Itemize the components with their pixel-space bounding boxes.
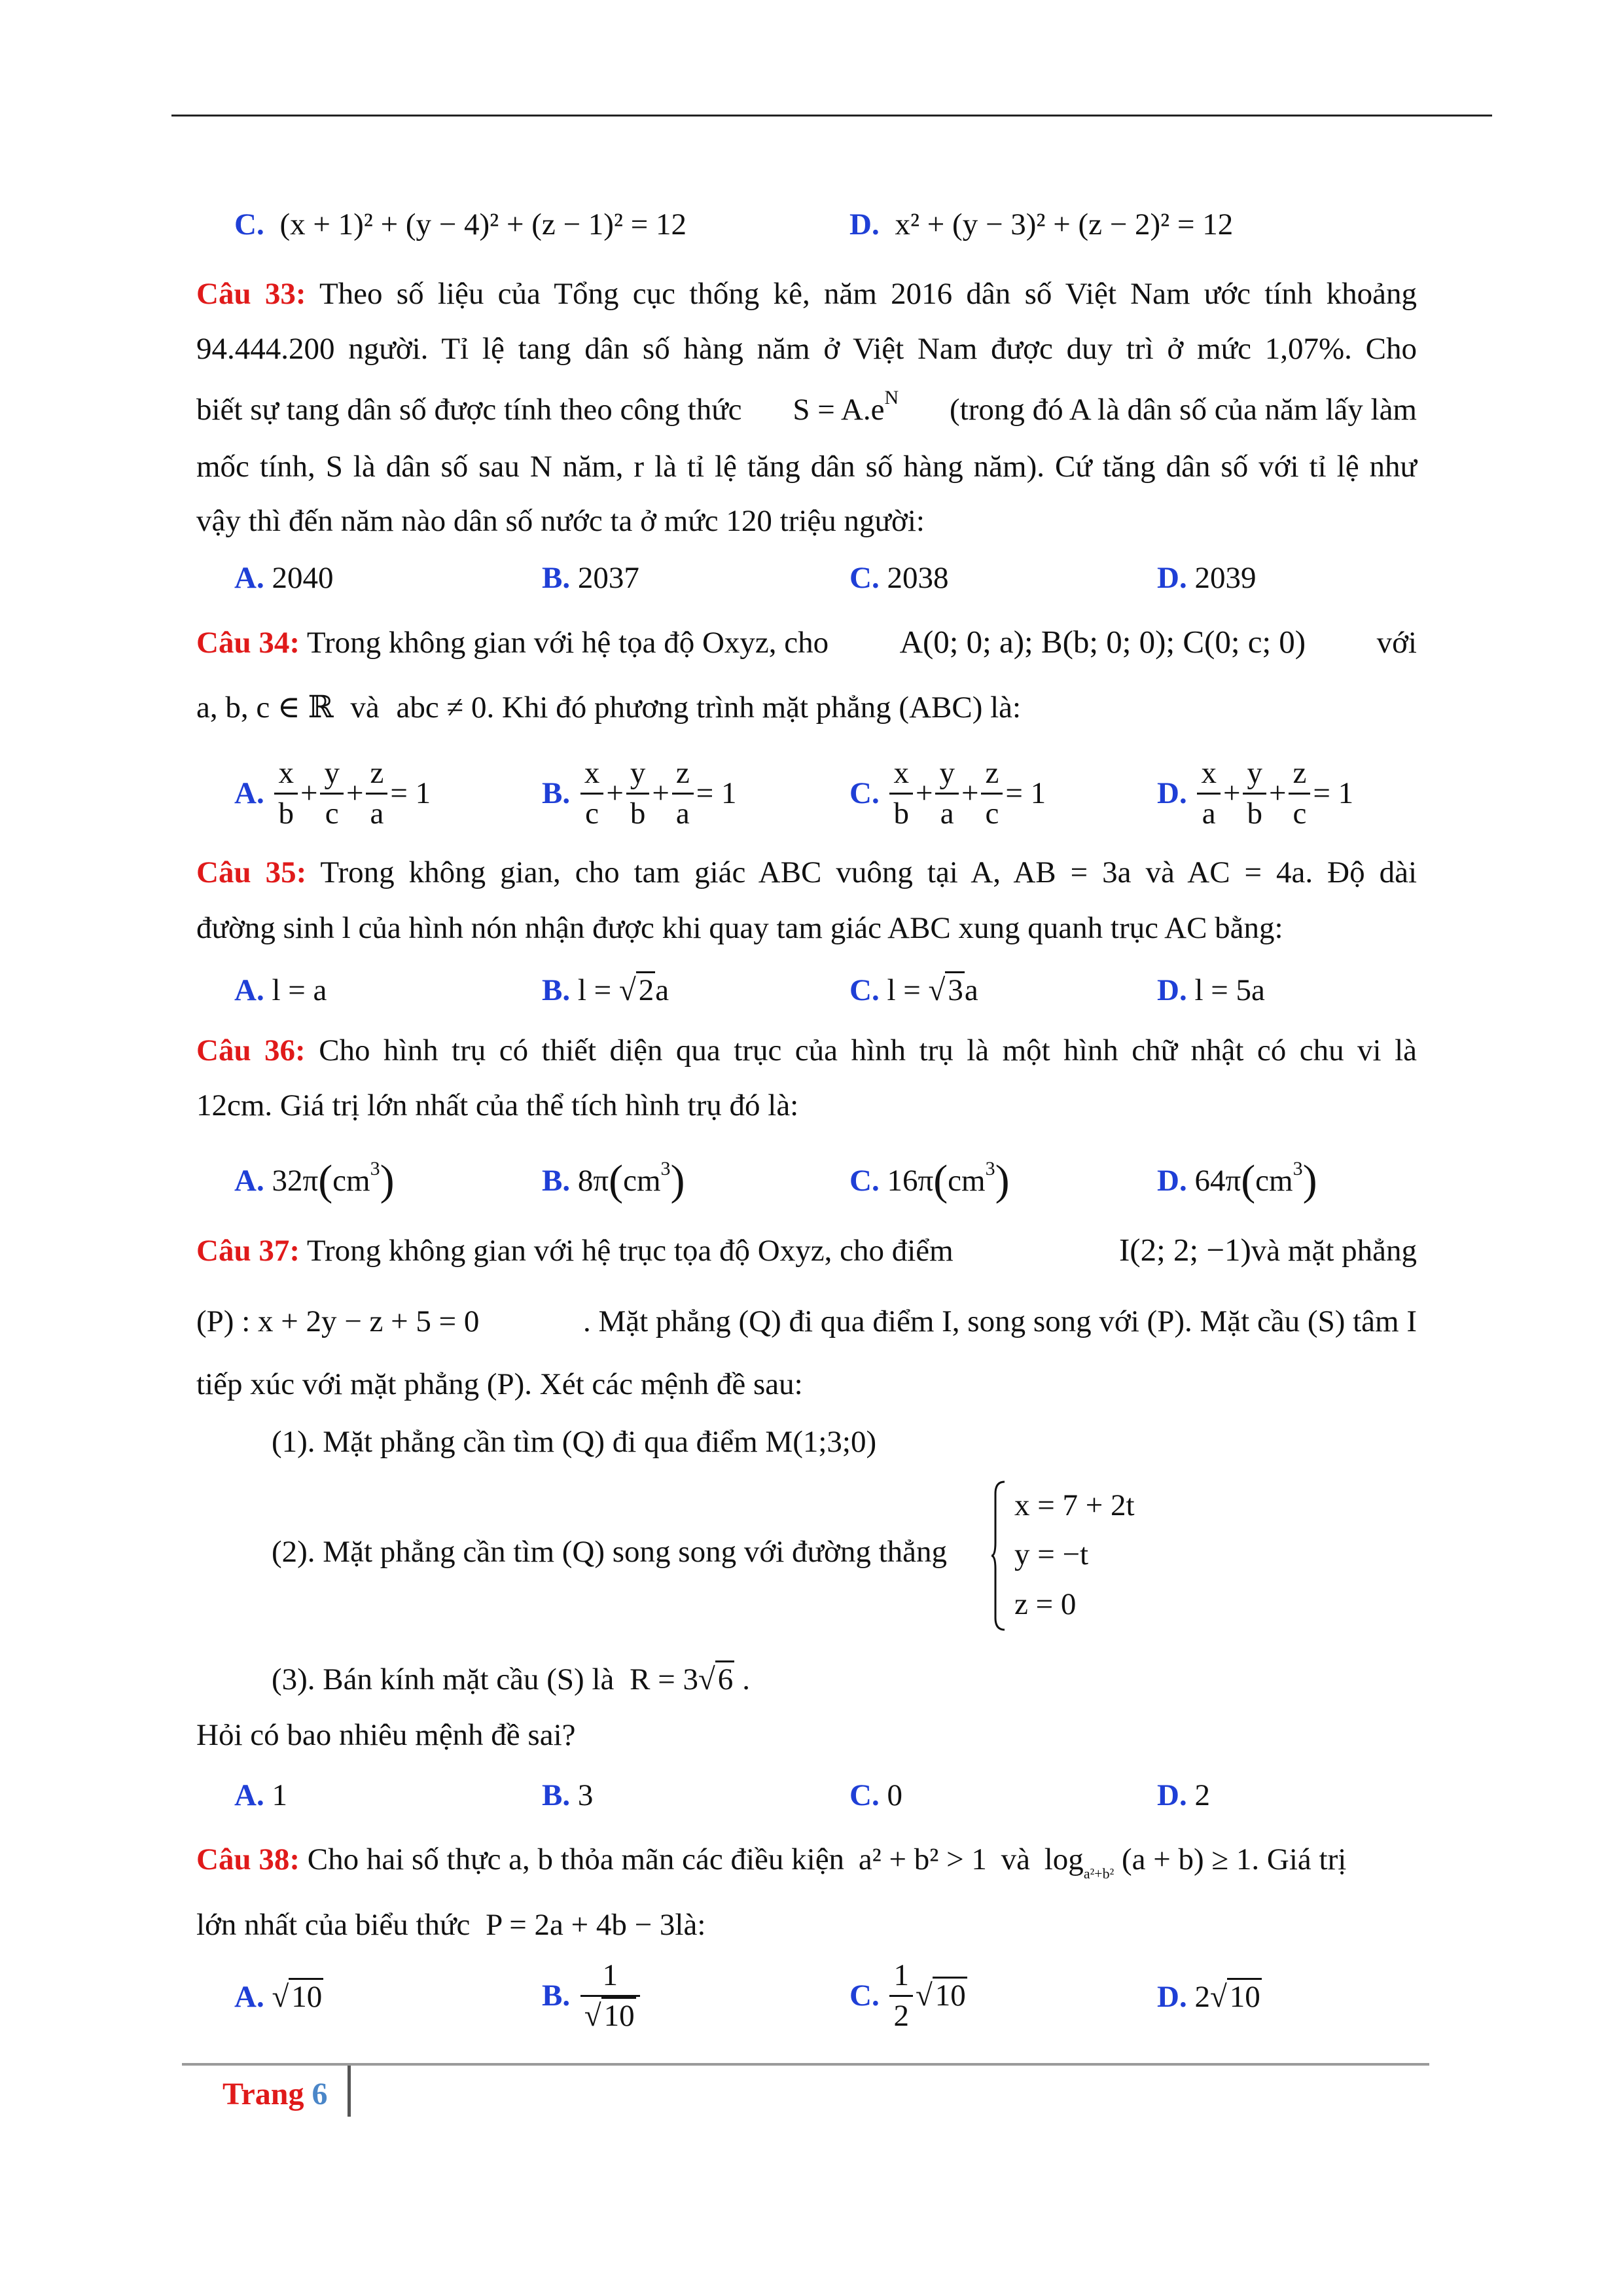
question-text: biết sự tang dân số được tính theo công thức	[196, 393, 742, 427]
footer-rule	[182, 2063, 1429, 2066]
operator: +	[1222, 776, 1241, 810]
plane-formula: (P) : x + 2y − z + 5 = 0	[196, 1304, 480, 1338]
fraction	[889, 1960, 913, 2032]
unit-exponent: 3	[370, 1158, 380, 1179]
fraction	[580, 1960, 640, 2032]
q37-statement-3	[272, 1664, 750, 1695]
numerator: z	[981, 758, 1003, 795]
equals: = 1	[1005, 776, 1046, 810]
option-label: A.	[234, 1778, 264, 1812]
q33-line1	[196, 279, 1417, 310]
denominator: b	[278, 797, 294, 831]
numerator: x	[1197, 758, 1221, 795]
paren: (	[933, 1157, 948, 1204]
option-text: x² + (y − 3)² + (z − 2)² = 12	[895, 207, 1234, 242]
option-label: C.	[849, 561, 880, 595]
question-text: .	[742, 1662, 751, 1696]
option-text: 2	[1194, 1778, 1210, 1812]
paren: (	[1241, 1157, 1256, 1204]
question-text: (trong đó A là dân số của năm lấy làm	[950, 393, 1417, 427]
option-label: C.	[849, 776, 880, 810]
option-text: 2038	[887, 561, 949, 595]
option-text: 2037	[577, 561, 639, 595]
fraction	[366, 758, 387, 829]
q35-option-d	[1157, 975, 1265, 1006]
system-eq-3: z = 0	[1014, 1587, 1077, 1621]
sqrt: √10	[584, 2001, 636, 2032]
option-label: B.	[542, 561, 571, 595]
fraction	[626, 758, 650, 829]
q33-line2: 94.444.200 người. Tỉ lệ tang dân số hàng năm ở Việt Nam được duy trì ở mức 1,07%. Cho	[196, 332, 1417, 366]
option-label: D.	[1157, 1778, 1187, 1812]
paren: )	[380, 1157, 395, 1204]
numerator: y	[1243, 758, 1266, 795]
option-coef: 32π	[272, 1164, 319, 1198]
sqrt: √6	[698, 1664, 734, 1695]
fraction	[1197, 758, 1221, 829]
q35-line2: đường sinh l của hình nón nhận được khi quay tam giác ABC xung quanh trục AC bằng:	[196, 911, 1283, 945]
operator: +	[346, 776, 364, 810]
question-label: Câu 37:	[196, 1234, 300, 1268]
option-label: A.	[234, 973, 264, 1007]
question-text: Trong không gian với hệ trục tọa độ Oxyz, cho điểm	[306, 1234, 954, 1268]
denominator: b	[630, 797, 646, 831]
option-coef: 64π	[1194, 1164, 1241, 1198]
question-label: Câu 33:	[196, 277, 306, 311]
denominator: 2	[893, 1999, 909, 2033]
option-label: D.	[1157, 561, 1187, 595]
operator: +	[915, 776, 933, 810]
operator: +	[961, 776, 979, 810]
numerator: y	[320, 758, 344, 795]
page-label: Trang	[223, 2077, 304, 2111]
numerator: x	[274, 758, 298, 795]
footer-divider	[348, 2066, 351, 2117]
q36-option-d	[1157, 1155, 1317, 1204]
q33-option-a	[234, 563, 333, 594]
q35-option-a	[234, 975, 327, 1006]
page-number-value: 6	[312, 2077, 328, 2111]
expression: P = 2a + 4b − 3	[486, 1908, 675, 1942]
operator: +	[652, 776, 669, 810]
question-text: (3). Bán kính mặt cầu (S) là	[272, 1662, 615, 1696]
fraction	[320, 758, 344, 829]
equals: = 1	[1313, 776, 1354, 810]
q34-option-b	[542, 758, 737, 829]
radicand: 2	[636, 971, 656, 1007]
q38-line1	[196, 1842, 1347, 1882]
option-label: C.	[849, 1164, 880, 1198]
numerator: x	[580, 758, 604, 795]
option-label: B.	[542, 776, 571, 810]
unit: cm	[948, 1164, 986, 1198]
option-label: D.	[1157, 1164, 1187, 1198]
denominator: a	[1202, 797, 1216, 831]
paren: )	[670, 1157, 685, 1204]
question-text: là:	[675, 1908, 706, 1942]
fraction	[274, 758, 298, 829]
option-coef: 8π	[577, 1164, 609, 1198]
question-text: Trong không gian, cho tam giác ABC vuông tại A, AB = 3a và AC = 4a. Độ dài	[320, 855, 1418, 889]
points-formula: A(0; 0; a); B(b; 0; 0); C(0; c; 0)	[899, 624, 1306, 660]
option-label: A.	[234, 1164, 264, 1198]
option-text: l =	[577, 973, 612, 1007]
option-text: a	[964, 973, 978, 1007]
paren: )	[995, 1157, 1010, 1204]
option-label: A.	[234, 1980, 264, 2014]
fraction	[935, 758, 959, 829]
option-label: C.	[234, 207, 264, 242]
denominator	[580, 1997, 640, 2032]
option-coef: 2	[1194, 1980, 1210, 2014]
option-label: C.	[849, 973, 880, 1007]
question-text: Cho hình trụ có thiết diện qua trục của hình trụ là một hình chữ nhật có chu vi là	[319, 1033, 1418, 1067]
q37-ask: Hỏi có bao nhiêu mệnh đề sai?	[196, 1718, 576, 1752]
sqrt: √10	[1210, 1982, 1262, 2013]
q35-option-b	[542, 975, 669, 1006]
option-label: C.	[849, 1778, 880, 1812]
log-base: a²+b²	[1083, 1865, 1115, 1882]
unit: cm	[1255, 1164, 1293, 1198]
q34-line1	[196, 626, 1417, 658]
numerator: 1	[580, 1960, 640, 1997]
option-label: D.	[1157, 973, 1187, 1007]
question-text: Cho hai số thực a, b thỏa mãn các điều kiện	[307, 1842, 845, 1876]
option-label: B.	[542, 973, 571, 1007]
q37-statement-2: (2). Mặt phẳng cần tìm (Q) song song với đường thẳng	[272, 1535, 948, 1569]
numerator: x	[889, 758, 913, 795]
operator: +	[300, 776, 318, 810]
q38-line2	[196, 1910, 705, 1941]
fraction	[672, 758, 694, 829]
formula	[793, 387, 899, 427]
option-label: B.	[542, 1778, 571, 1812]
formula-base: S = A.e	[793, 393, 885, 427]
page-number	[223, 2076, 327, 2112]
paren: (	[609, 1157, 624, 1204]
q37-option-c	[849, 1780, 902, 1811]
denominator: c	[585, 797, 599, 831]
radicand: 10	[933, 1977, 967, 2013]
q33-line5: vậy thì đến năm nào dân số nước ta ở mức 120 triệu người:	[196, 504, 925, 538]
option-label: A.	[234, 776, 264, 810]
option-text: l = a	[272, 973, 327, 1007]
question-text: và	[350, 691, 380, 725]
option-label: D.	[1157, 776, 1187, 810]
q33-line3	[196, 387, 1417, 427]
question-text: . Mặt phẳng (Q) đi qua điểm I, song song với (P). Mặt cầu (S) tâm I	[582, 1304, 1417, 1338]
q38-option-c	[849, 1960, 967, 2032]
question-label: Câu 38:	[196, 1842, 300, 1876]
denominator: a	[940, 797, 954, 831]
radius-formula: R = 3	[630, 1662, 698, 1696]
q37-statement-1: (1). Mặt phẳng cần tìm (Q) đi qua điểm M(1;3;0)	[272, 1425, 877, 1459]
header-rule	[171, 115, 1492, 117]
radicand: 10	[601, 1997, 636, 2033]
option-text: a	[655, 973, 669, 1007]
numerator: 1	[889, 1960, 913, 1997]
sqrt: √10	[272, 1982, 323, 2013]
q37-line2	[196, 1306, 1417, 1337]
q36-option-b	[542, 1155, 685, 1204]
log: log	[1044, 1842, 1084, 1876]
numerator: z	[1289, 758, 1310, 795]
q33-option-d	[1157, 563, 1256, 594]
paren: )	[1302, 1157, 1317, 1204]
q36-option-c	[849, 1155, 1010, 1204]
unit-exponent: 3	[660, 1158, 671, 1179]
denominator: a	[370, 797, 384, 831]
option-text: 2040	[272, 561, 334, 595]
condition: a² + b² > 1	[858, 1842, 987, 1876]
question-text: lớn nhất của biểu thức	[196, 1908, 471, 1942]
q37-option-b	[542, 1780, 593, 1811]
option-text: 2039	[1194, 561, 1257, 595]
q34-option-c	[849, 758, 1046, 829]
question-text: và mặt phẳng	[1251, 1234, 1417, 1268]
option-text: 0	[887, 1778, 902, 1812]
numerator: y	[935, 758, 959, 795]
system-eq-2: y = −t	[1014, 1537, 1089, 1571]
q32-option-c	[234, 209, 687, 240]
q36-line1	[196, 1035, 1417, 1066]
denominator: c	[985, 797, 999, 831]
q33-line4: mốc tính, S là dân số sau N năm, r là tỉ lệ tăng dân số hàng năm). Cứ tăng dân số với tỉ lệ như	[196, 450, 1417, 484]
denominator: b	[893, 797, 909, 831]
equals: = 1	[696, 776, 737, 810]
question-text: Trong không gian với hệ tọa độ Oxyz, cho	[306, 626, 829, 660]
formula-exponent: N	[884, 387, 899, 408]
radicand: 6	[715, 1660, 735, 1696]
radicand: 10	[1227, 1978, 1262, 2014]
q35-line1	[196, 857, 1417, 888]
operator: +	[606, 776, 624, 810]
fraction	[889, 758, 913, 829]
q34-option-a	[234, 758, 431, 829]
option-coef: 16π	[887, 1164, 934, 1198]
question-label: Câu 36:	[196, 1033, 306, 1067]
q37-option-a	[234, 1780, 287, 1811]
q38-option-a	[234, 1982, 323, 2013]
q37-line1	[196, 1234, 1417, 1266]
sqrt: √3	[929, 975, 965, 1006]
option-label: D.	[1157, 1980, 1187, 2014]
question-text: với	[1376, 626, 1417, 660]
fraction	[981, 758, 1003, 829]
point-formula: I(2; 2; −1)	[1118, 1232, 1251, 1268]
sqrt: √10	[916, 1981, 967, 2011]
question-label: Câu 35:	[196, 855, 307, 889]
option-label: B.	[542, 1164, 571, 1198]
denominator: c	[1293, 797, 1307, 831]
question-text: và	[1001, 1842, 1030, 1876]
question-text: . Giá trị	[1251, 1842, 1347, 1876]
q36-option-a	[234, 1155, 395, 1204]
radicand: 3	[945, 971, 965, 1007]
option-text: (x + 1)² + (y − 4)² + (z − 1)² = 12	[279, 207, 687, 242]
option-text: l = 5a	[1194, 973, 1265, 1007]
system-brace	[990, 1480, 1006, 1631]
question-label: Câu 34:	[196, 626, 300, 660]
q35-option-c	[849, 975, 978, 1006]
paren: (	[318, 1157, 333, 1204]
equals: = 1	[390, 776, 431, 810]
q37-option-d	[1157, 1780, 1210, 1811]
fraction	[1289, 758, 1310, 829]
option-text: l =	[887, 973, 921, 1007]
denominator: b	[1247, 797, 1262, 831]
condition: abc ≠ 0	[396, 691, 487, 725]
numerator: y	[626, 758, 650, 795]
unit: cm	[332, 1164, 370, 1198]
q37-line3: tiếp xúc với mặt phẳng (P). Xét các mệnh đề sau:	[196, 1367, 803, 1401]
q34-line2	[196, 692, 1021, 723]
option-label: C.	[849, 1979, 880, 2013]
numerator: z	[366, 758, 387, 795]
question-text: Theo số liệu của Tổng cục thống kê, năm 2016 dân số Việt Nam ước tính khoảng	[319, 277, 1418, 311]
unit-exponent: 3	[985, 1158, 995, 1179]
operator: +	[1268, 776, 1287, 810]
question-text: . Khi đó phương trình mặt phẳng (ABC) là:	[486, 691, 1022, 725]
option-label: D.	[849, 207, 880, 242]
option-label: A.	[234, 561, 264, 595]
denominator: c	[325, 797, 339, 831]
option-text: 3	[577, 1778, 594, 1812]
q36-line2: 12cm. Giá trị lớn nhất của thể tích hình trụ đó là:	[196, 1088, 799, 1122]
q32-option-d	[849, 209, 1233, 240]
fraction	[580, 758, 604, 829]
unit: cm	[623, 1164, 661, 1198]
radicand: 10	[289, 1978, 323, 2014]
condition: a, b, c ∈ ℝ	[196, 691, 334, 725]
option-label: B.	[542, 1979, 571, 2013]
fraction	[1243, 758, 1266, 829]
system-eq-1: x = 7 + 2t	[1014, 1488, 1135, 1522]
q33-option-b	[542, 563, 639, 594]
q38-option-b	[542, 1960, 643, 2032]
q34-option-d	[1157, 758, 1353, 829]
log-argument: (a + b) ≥ 1	[1121, 1842, 1252, 1876]
q33-option-c	[849, 563, 948, 594]
unit-exponent: 3	[1293, 1158, 1303, 1179]
option-text: 1	[272, 1778, 287, 1812]
q38-option-d	[1157, 1982, 1262, 2013]
denominator: a	[675, 797, 690, 831]
numerator: z	[672, 758, 694, 795]
sqrt: √2	[619, 975, 655, 1006]
